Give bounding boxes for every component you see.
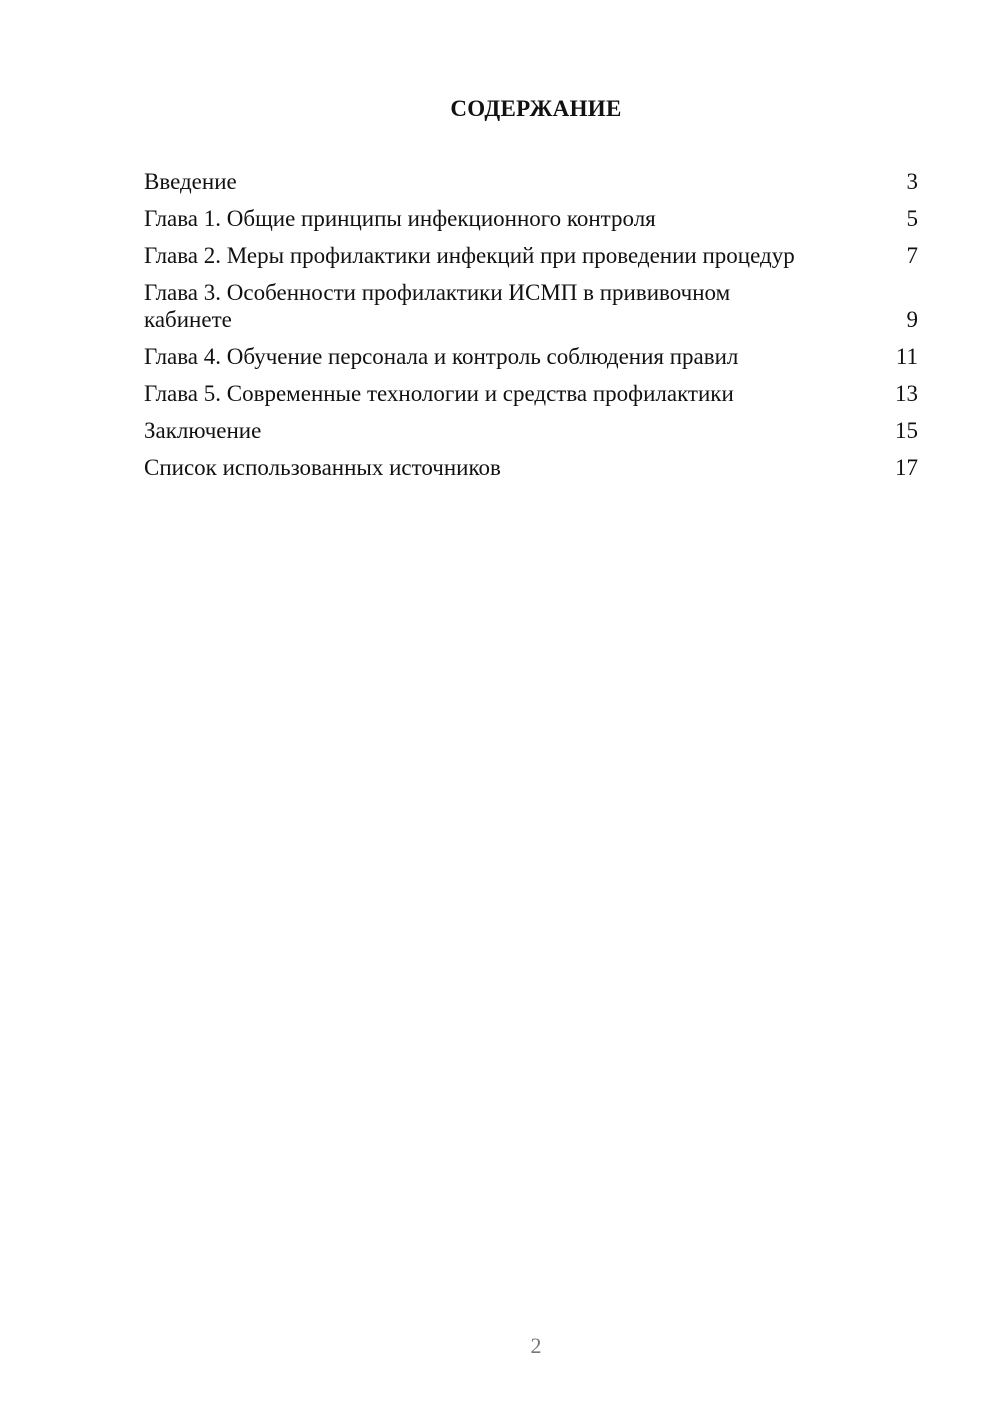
toc-entry xyxy=(144,417,918,444)
toc-entry-label: Заключение xyxy=(144,418,262,443)
toc-entry xyxy=(144,454,918,481)
toc-entry xyxy=(144,380,918,407)
toc-entry-label: Введение xyxy=(144,169,237,194)
toc-title: СОДЕРЖАНИЕ xyxy=(450,96,622,121)
page-number: 2 xyxy=(530,1333,542,1358)
toc-entry-page: 13 xyxy=(895,381,918,406)
toc-entry xyxy=(144,168,918,195)
toc-entry xyxy=(144,242,918,269)
toc-entry-page: 15 xyxy=(895,418,918,443)
toc-entry-page: 5 xyxy=(906,206,918,231)
toc-entry-page: 17 xyxy=(895,455,918,480)
toc-entry xyxy=(144,343,918,370)
toc-entry-label: Глава 1. Общие принципы инфекционного контроля xyxy=(144,206,656,231)
toc-entry-label: Глава 5. Современные технологии и средства профилактики xyxy=(144,381,734,406)
toc-entry-page: 9 xyxy=(906,307,918,332)
toc-entry-page: 7 xyxy=(906,243,918,268)
toc-entry-page: 3 xyxy=(906,169,918,194)
table-of-contents xyxy=(144,168,918,491)
toc-entry-page: 11 xyxy=(895,344,918,369)
toc-entry-label: Список использованных источников xyxy=(144,455,501,480)
toc-entry-label: Глава 4. Обучение персонала и контроль соблюдения правил xyxy=(144,344,739,369)
toc-entry-label: Глава 2. Меры профилактики инфекций при проведении процедур xyxy=(144,243,795,268)
toc-entry-label: Глава 3. Особенности профилактики ИСМП в прививочном кабинете xyxy=(144,280,731,332)
toc-entry xyxy=(144,279,918,333)
toc-entry xyxy=(144,205,918,232)
